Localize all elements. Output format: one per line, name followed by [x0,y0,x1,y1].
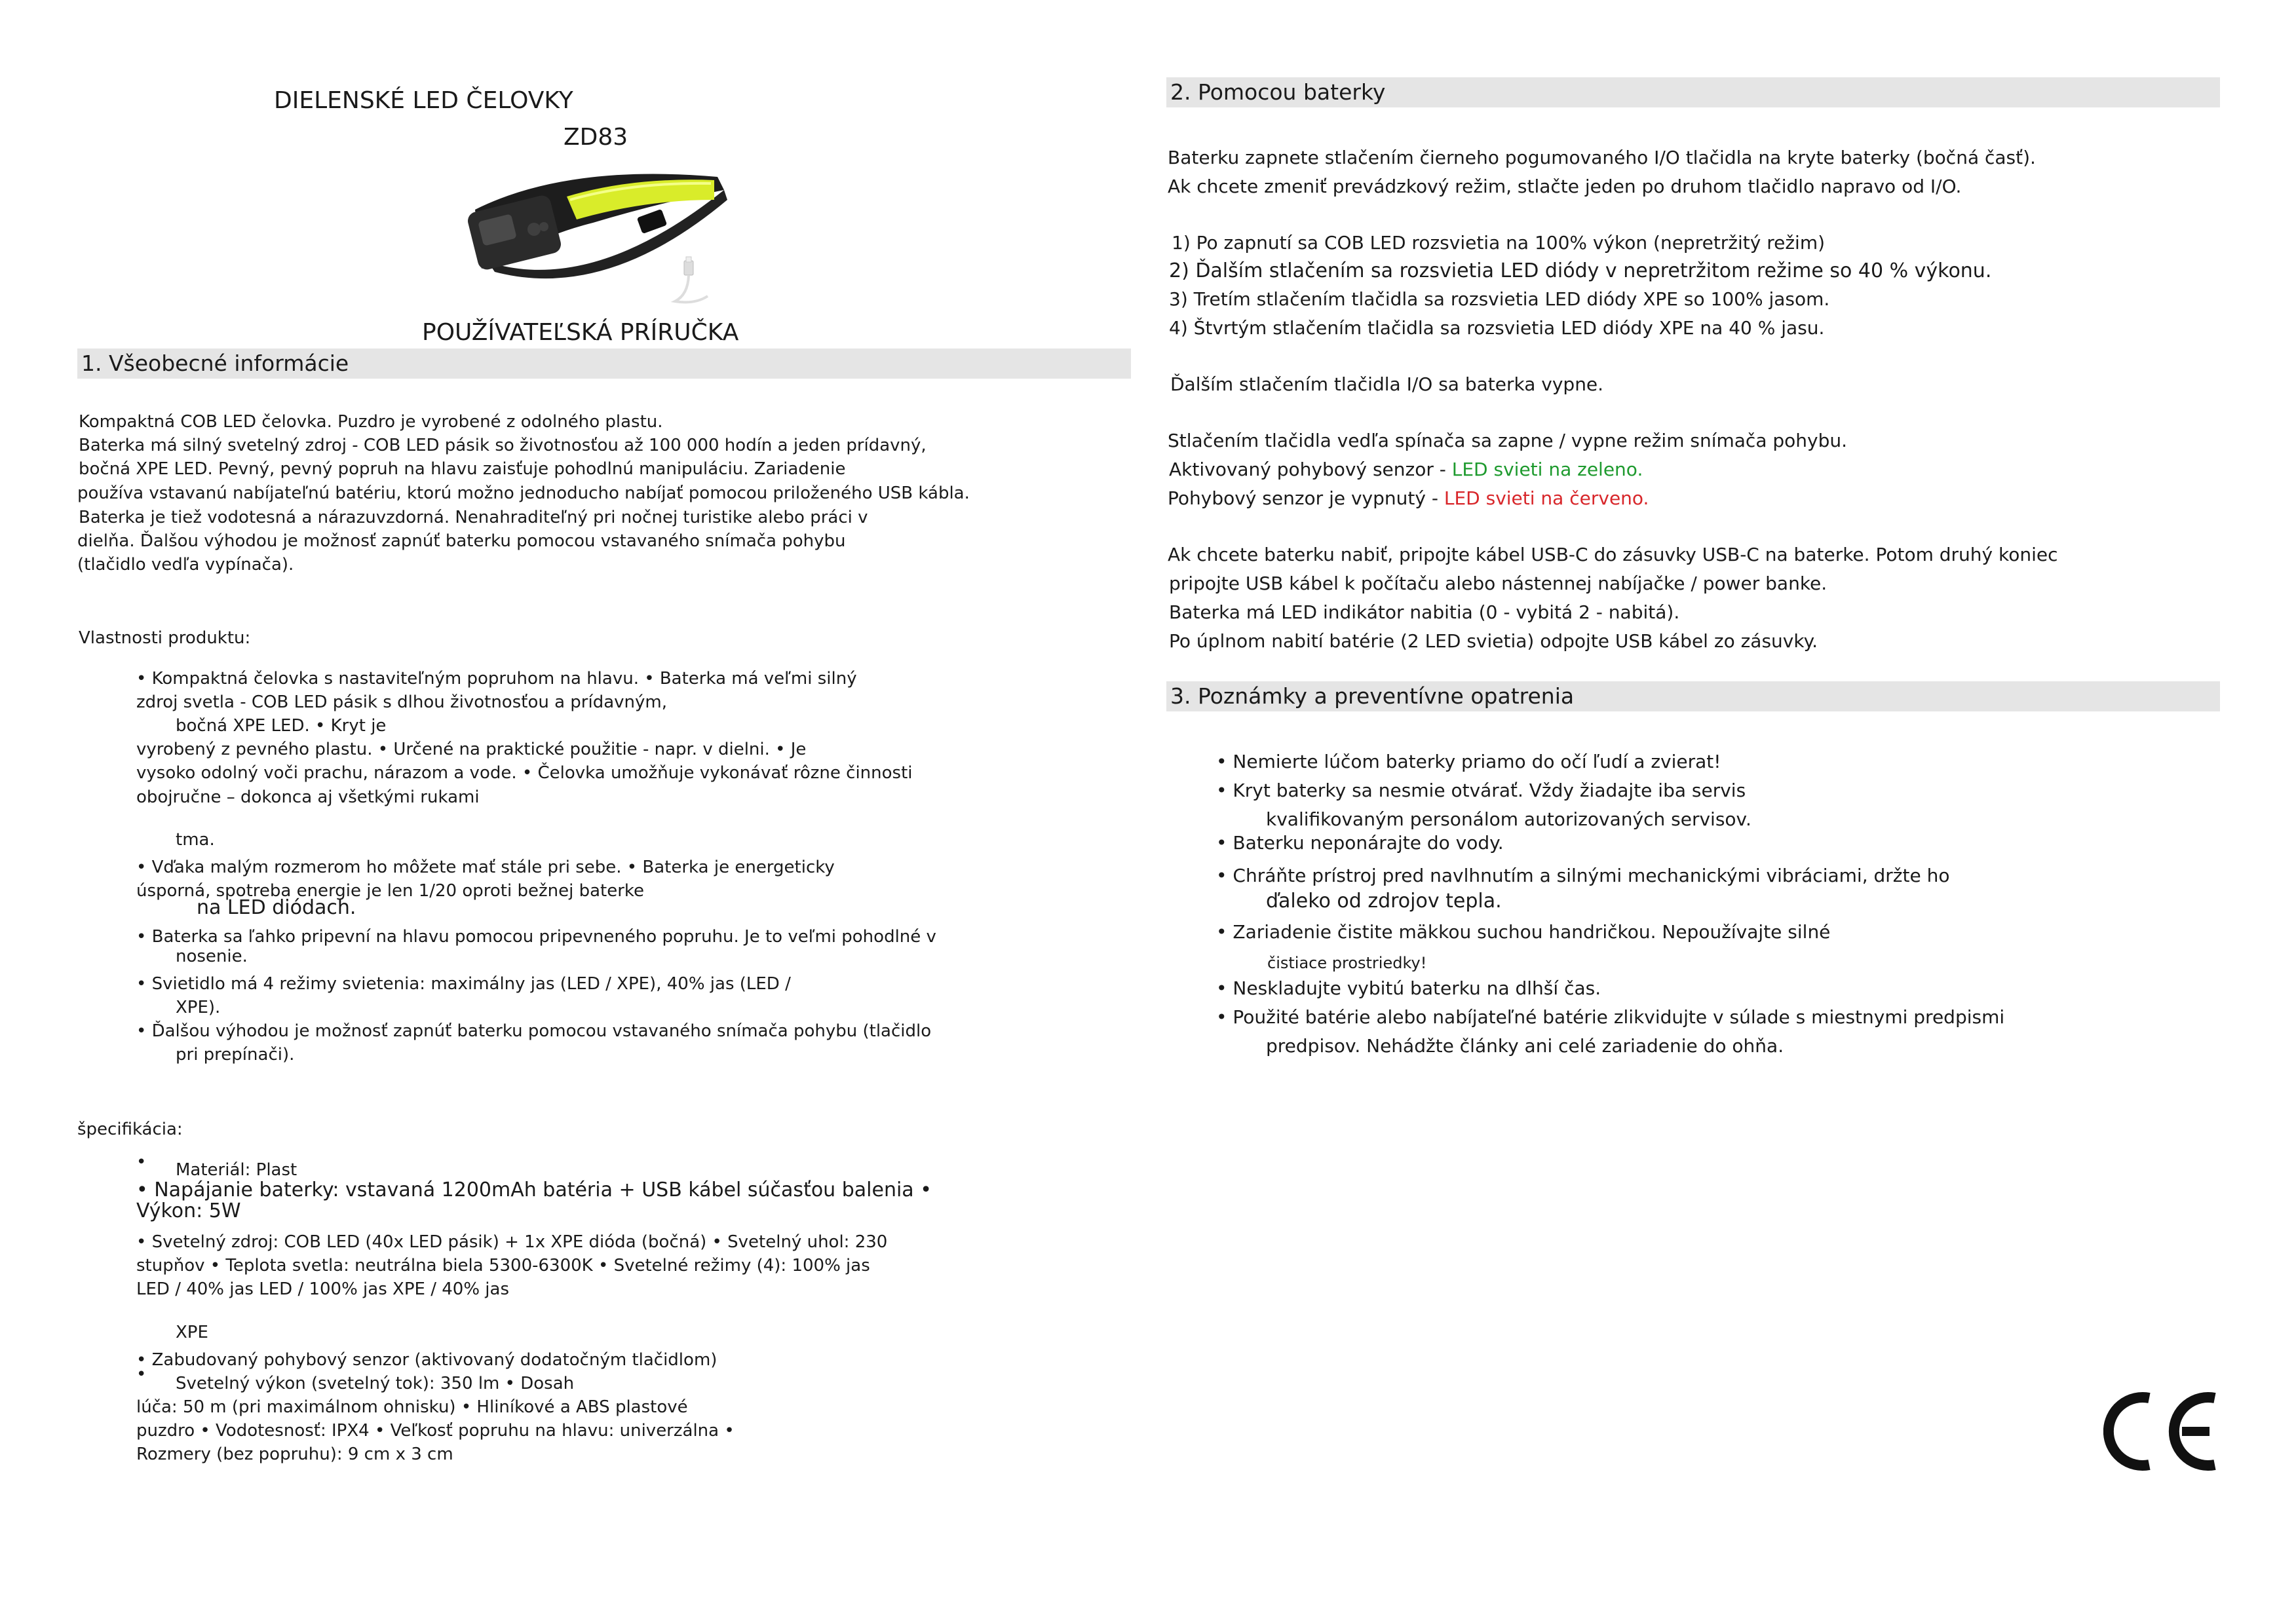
off-line: Ďalším stlačením tlačidla I/O sa baterka vypne. [1170,373,1604,395]
spec-line: • Svetelný zdroj: COB LED (40x LED pásik) + 1x XPE dióda (bočná) • Svetelný uhol: 230 [136,1232,888,1252]
note-line: • Použité batérie alebo nabíjateľné batérie zlikvidujte v súlade s miestnymi predpismi [1216,1006,2005,1028]
spec-line: • Napájanie baterky: vstavaná 1200mAh batéria + USB kábel súčasťou balenia • [136,1179,932,1201]
note-line: • Chráňte prístroj pred navlhnutím a silnými mechanickými vibráciami, držte ho [1216,865,1950,886]
note-line: • Kryt baterky sa nesmie otvárať. Vždy žiadajte iba servis [1216,780,1746,801]
intro-line: bočná XPE LED. Pevný, pevný popruh na hlavu zaisťuje pohodlnú manipuláciu. Zariadenie [79,459,846,479]
spec-line: Materiál: Plast [176,1160,297,1180]
property-line: pri prepínači). [176,1045,295,1065]
sensor-off-line [1168,485,1649,512]
property-line: XPE). [176,998,221,1017]
property-line: obojručne – dokonca aj všetkými rukami [136,787,480,807]
section-heading-usage: 2. Pomocou baterky [1166,77,2220,107]
spec-line: Výkon: 5W [136,1199,241,1222]
mode-line: 4) Štvrtým stlačením tlačidla sa rozsvietia LED diódy XPE na 40 % jasu. [1169,317,1825,339]
property-line: • Kompaktná čelovka s nastaviteľným popruhom na hlavu. • Baterka má veľmi silný [136,669,857,689]
note-line: • Neskladujte vybitú baterku na dlhší čas. [1216,977,1601,999]
sensor-on-line [1169,456,1643,483]
sensor-on-text: Aktivovaný pohybový senzor - [1169,459,1452,480]
note-line: ďaleko od zdrojov tepla. [1266,890,1502,913]
property-line: zdroj svetla - COB LED pásik s dlhou životnosťou a prídavným, [136,692,667,712]
properties-heading: Vlastnosti produktu: [79,628,251,648]
property-line: • Baterka sa ľahko pripevní na hlavu pomocou pripevneného popruhu. Je to veľmi pohodlné v [136,927,936,947]
mode-line: 3) Tretím stlačením tlačidla sa rozsvietia LED diódy XPE so 100% jasom. [1169,288,1830,310]
sensor-line: Stlačením tlačidla vedľa spínača sa zapne / vypne režim snímača pohybu. [1168,430,1848,451]
spec-line: LED / 40% jas LED / 100% jas XPE / 40% jas [136,1279,509,1299]
section-heading-notes: 3. Poznámky a preventívne opatrenia [1166,681,2220,711]
property-line: na LED diódach. [197,896,356,919]
mode-line: 2) Ďalším stlačením sa rozsvietia LED diódy v nepretržitom režime so 40 % výkonu. [1169,259,1992,282]
note-line: • Nemierte lúčom baterky priamo do očí ľudí a zvierat! [1216,751,1721,772]
charge-line: Ak chcete baterku nabiť, pripojte kábel USB-C do zásuvky USB-C na baterke. Potom druhý koniec [1168,544,2058,565]
sensor-off-status: LED svieti na červeno. [1444,487,1649,509]
note-line: kvalifikovaným personálom autorizovaných servisov. [1266,808,1751,830]
property-line: • Vďaka malým rozmerom ho môžete mať stále pri sebe. • Baterka je energeticky [136,858,835,877]
model-number: ZD83 [564,124,628,151]
spec-line: XPE [176,1323,208,1342]
intro-line: dielňa. Ďalšou výhodou je možnosť zapnúť baterku pomocou vstavaného snímača pohybu [77,531,846,551]
usage-line: Baterku zapnete stlačením čierneho pogumovaného I/O tlačidla na kryte baterky (bočná časť). [1168,147,2036,168]
spec-line: stupňov • Teplota svetla: neutrálna biela 5300-6300K • Svetelné režimy (4): 100% jas [136,1256,870,1275]
intro-line: Baterka je tiež vodotesná a nárazuvzdorná. Nenahraditeľný pri nočnej turistike alebo práci v [79,508,868,527]
intro-line: Kompaktná COB LED čelovka. Puzdro je vyrobené z odolného plastu. [79,412,663,432]
ce-mark-logo [2103,1389,2221,1474]
section-heading-general: 1. Všeobecné informácie [77,349,1131,379]
spec-line: Rozmery (bez popruhu): 9 cm x 3 cm [136,1445,453,1464]
note-line: • Baterku neponárajte do vody. [1216,832,1504,854]
property-line: vysoko odolný voči prachu, nárazom a vode. • Čelovka umožňuje vykonávať rôzne činnosti [136,763,913,783]
note-line: predpisov. Nehádžte články ani celé zariadenie do ohňa. [1266,1035,1784,1057]
spec-line: puzdro • Vodotesnosť: IPX4 • Veľkosť popruhu na hlavu: univerzálna • [136,1421,735,1441]
property-line: úsporná, spotreba energie je len 1/20 oproti bežnej baterke [136,881,645,901]
mode-line: 1) Po zapnutí sa COB LED rozsvietia na 100% výkon (nepretržitý režim) [1172,232,1826,254]
usb-cable-icon [662,255,714,308]
property-line: nosenie. [176,947,248,966]
property-line: • Ďalšou výhodou je možnosť zapnúť baterku pomocou vstavaného snímača pohybu (tlačidlo [136,1021,932,1041]
intro-line: Baterka má silný svetelný zdroj - COB LED pásik so životnosťou až 100 000 hodín a jeden prídavný, [79,436,927,455]
manual-title: POUŽÍVATEĽSKÁ PRÍRUČKA [422,319,739,346]
document-title: DIELENSKÉ LED ČELOVKY [274,87,573,114]
spec-line: • [136,1152,147,1172]
spec-line: • Zabudovaný pohybový senzor (aktivovaný dodatočným tlačidlom) [136,1350,718,1370]
spec-line: lúča: 50 m (pri maximálnom ohnisku) • Hliníkové a ABS plastové [136,1397,688,1417]
sensor-on-status: LED svieti na zeleno. [1451,459,1643,480]
intro-line: (tlačidlo vedľa vypínača). [77,555,294,575]
charge-line: Baterka má LED indikátor nabitia (0 - vybitá 2 - nabitá). [1169,601,1680,623]
spec-line: Svetelný výkon (svetelný tok): 350 lm • Dosah [176,1374,575,1393]
property-line: tma. [176,830,215,850]
charge-line: pripojte USB kábel k počítaču alebo nástennej nabíjačke / power banke. [1169,573,1827,594]
spec-line: • [136,1365,147,1384]
property-line: bočná XPE LED. • Kryt je [176,716,387,736]
property-line: • Svietidlo má 4 režimy svietenia: maximálny jas (LED / XPE), 40% jas (LED / [136,974,791,994]
spec-heading: špecifikácia: [77,1120,183,1139]
intro-line: používa vstavanú nabíjateľnú batériu, ktorú možno jednoducho nabíjať pomocou priloženého USB kábla. [77,483,970,503]
note-line: čistiace prostriedky! [1267,954,1427,972]
note-line: • Zariadenie čistite mäkkou suchou handričkou. Nepoužívajte silné [1216,921,1831,943]
sensor-off-text: Pohybový senzor je vypnutý - [1168,487,1444,509]
charge-line: Po úplnom nabití batérie (2 LED svietia) odpojte USB kábel zo zásuvky. [1169,630,1818,652]
property-line: vyrobený z pevného plastu. • Určené na praktické použitie - napr. v dielni. • Je [136,740,807,759]
usage-line: Ak chcete zmeniť prevádzkový režim, stlačte jeden po druhom tlačidlo napravo od I/O. [1168,176,1962,197]
